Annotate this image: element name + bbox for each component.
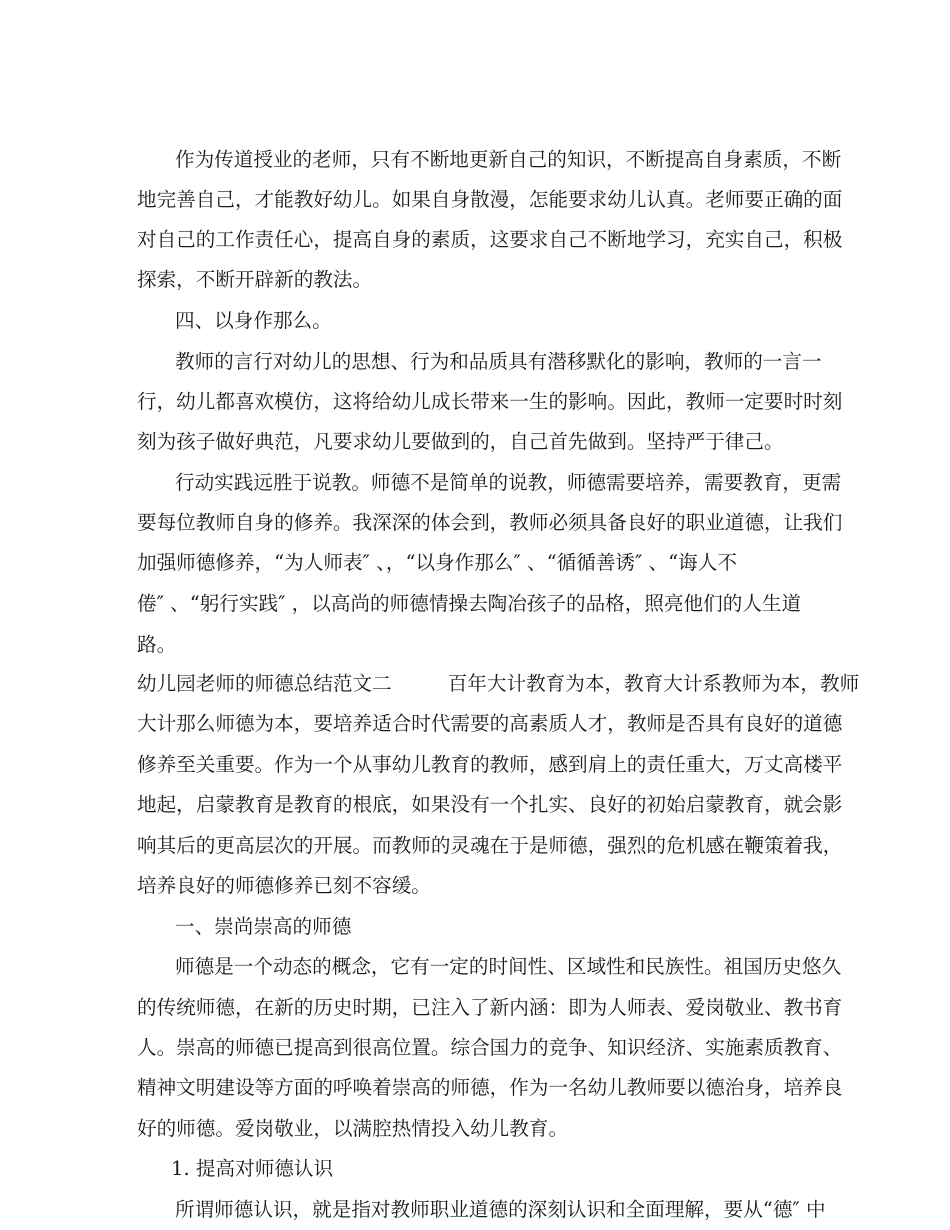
paragraph-line: 路。 (137, 633, 177, 656)
paragraph-line: 作为传道授业的老师，只有不断地更新自己的知识，不断提高自身素质，不断 (175, 148, 842, 171)
paragraph-line: 师德是一个动态的概念，它有一定的时间性、区域性和民族性。祖国历史悠久 (175, 955, 842, 978)
paragraph-line: 探索，不断开辟新的教法。 (137, 268, 373, 291)
paragraph-line: 所谓师德认识，就是指对教师职业道德的深刻认识和全面理解，要从“德″ 中 (175, 1198, 826, 1221)
paragraph-line: 刻为孩子做好典范，凡要求幼儿要做到的，自己首先做到。坚持严于律己。 (137, 430, 784, 453)
section-heading: 四、以身作那么。 (175, 309, 332, 332)
paragraph-line: 地完善自己，才能教好幼儿。如果自身散漫，怎能要求幼儿认真。老师要正确的面 (137, 188, 843, 211)
paragraph-line: 修养至关重要。作为一个从事幼儿教育的教师，感到肩上的责任重大，万丈高楼平 (137, 753, 843, 776)
paragraph-line: 行，幼儿都喜欢模仿，这将给幼儿成长带来一生的影响。因此，教师一定要时时刻 (137, 390, 843, 413)
paragraph-line: 倦″ 、“躬行实践″ ，以高尚的师德情操去陶冶孩子的品格，照亮他们的人生道 (137, 592, 802, 615)
article-title: 幼儿园老师的师德总结范文二 (137, 672, 392, 695)
paragraph-line: 人。崇高的师德已提高到很高位置。综合国力的竞争、知识经济、实施素质教育、 (137, 1036, 843, 1059)
subsection-heading: 1. 提高对师德认识 (171, 1157, 334, 1180)
paragraph-line: 培养良好的师德修养已刻不容缓。 (137, 874, 431, 897)
section-heading: 一、崇尚崇高的师德 (175, 915, 352, 938)
paragraph-line: 好的师德。爱岗敬业，以满腔热情投入幼儿教育。 (137, 1117, 569, 1140)
paragraph-line: 响其后的更高层次的开展。而教师的灵魂在于是师德，强烈的危机感在鞭策着我， (137, 834, 843, 857)
paragraph-line: 教师的言行对幼儿的思想、行为和品质具有潜移默化的影响，教师的一言一 (175, 350, 822, 373)
paragraph-line: 对自己的工作责任心，提高自身的素质，这要求自己不断地学习，充实自己，积极 (137, 228, 843, 251)
paragraph-line: 要每位教师自身的修养。我深深的体会到，教师必须具备良好的职业道德，让我们 (137, 511, 843, 534)
paragraph-line: 的传统师德，在新的历史时期，已注入了新内涵：即为人师表、爱岗敬业、教书育 (137, 996, 843, 1019)
article-title-line (137, 670, 859, 698)
paragraph-line: 大计那么师德为本，要培养适合时代需要的高素质人才，教师是否具有良好的道德 (137, 712, 843, 735)
paragraph-line: 精神文明建设等方面的呼唤着崇高的师德，作为一名幼儿教师要以德治身，培养良 (137, 1076, 843, 1099)
paragraph-line: 地起，启蒙教育是教育的根底，如果没有一个扎实、良好的初始启蒙教育，就会影 (137, 793, 843, 816)
paragraph-line: 行动实践远胜于说教。师德不是简单的说教，师德需要培养，需要教育，更需 (175, 471, 842, 494)
paragraph-line: 百年大计教育为本，教育大计系教师为本，教师 (447, 672, 860, 695)
paragraph-line: 加强师德修养，“为人师表″ 、，“以身作那么″ 、“循循善诱″ 、“诲人不 (137, 551, 737, 574)
